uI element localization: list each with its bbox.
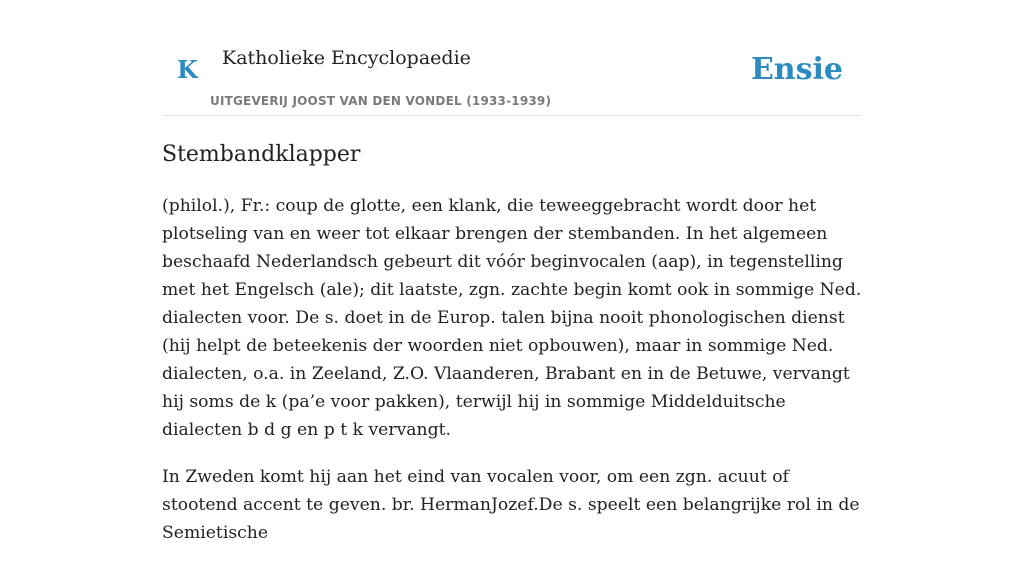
ensie-logo-link[interactable]: Ensie [750, 52, 843, 87]
page-container [162, 0, 862, 543]
article-title: Stembandklapper [162, 142, 361, 167]
article-body [162, 192, 862, 566]
encyclopedia-title[interactable]: Katholieke Encyclopaedie [222, 47, 471, 69]
site-header [162, 0, 862, 116]
publisher-subtitle: UITGEVERIJ JOOST VAN DEN VONDEL (1933-1939) [210, 94, 552, 108]
encyclopedia-logo[interactable]: K [177, 55, 198, 84]
article-paragraph: In Zweden komt hij aan het eind van vocalen voor, om een zgn. acuut of stootend accent te geven. br. HermanJozef.De s. speelt een belangrijke rol in de Semietische [162, 467, 860, 543]
article-paragraph: (philol.), Fr.: coup de glotte, een klank, die teweeggebracht wordt door het plotseling van en weer tot elkaar brengen der stembanden. In het algemeen beschaafd Nederlandsch gebeurt dit vóór beginvocalen (aap), in tegenstelling met het Engelsch (ale); dit laatste, zgn. zachte begin komt ook in sommige Ned. dialecten voor. De s. doet in de Europ. talen bijna nooit phonologischen dienst (hij helpt de beteekenis der woorden niet opbouwen), maar in sommige Ned. dialecten, o.a. in Zeeland, Z.O. Vlaanderen, Brabant en in de Betuwe, vervangt hij soms de k (pa’e voor pakken), terwijl hij in sommige Middelduitsche dialecten b d g en p t k vervangt. [162, 196, 862, 440]
